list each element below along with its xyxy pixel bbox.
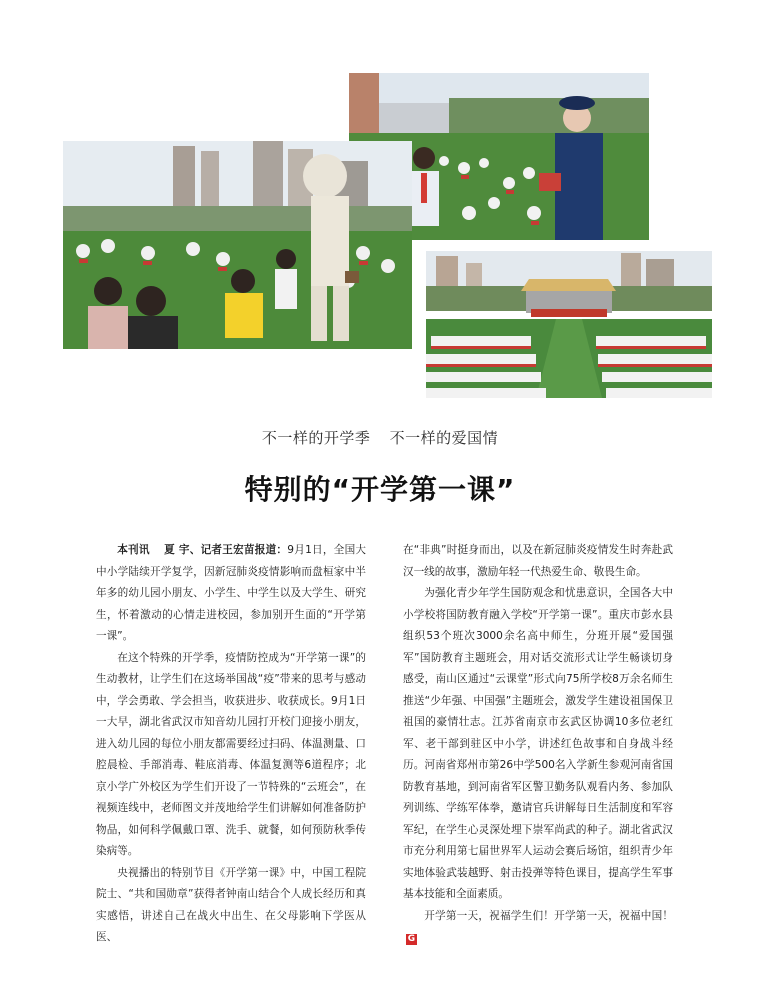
end-mark-icon: G	[407, 934, 416, 944]
byline-source: 本刊讯	[117, 544, 150, 556]
article-subtitle: 不一样的开学季 不一样的爱国情	[261, 429, 499, 447]
paragraph-5	[403, 906, 673, 949]
photo-beekeeper-with-children	[63, 141, 412, 349]
paragraph-2: 在这个特殊的开学季，疫情防控成为“开学第一课”的生动教材，让学生们在这场举国战“疫”带来的思考与感动中，学会勇敢、学会担当，收获进步、收获成长。9月1日一大早，湖北省武汉市知音幼儿园打开校门迎接小朋友，进入幼儿园的每位小朋友都需要经过扫码、体温测量、口腔晨检、手部消毒、鞋底消毒、体温复测等6道程序；北京小学广外校区为学生们开设了一节特殊的“云班会”，在视频连线中，老师图文并茂地给学生们讲解如何准备防护物品，如何科学佩戴口罩、洗手、就餐，如何预防秋季传染病等。	[96, 651, 366, 857]
article-title: 特别的“开学第一课”	[244, 473, 516, 506]
paragraph-1: 9月1日，全国大中小学陆续开学复学，因新冠肺炎疫情影响而盘桓家中半年多的幼儿园小朋友、小学生、中学生以及大学生、研究生，怀着激动的心情走进校园，参加别开生面的“开学第一课”。	[96, 544, 366, 642]
article-column-right	[403, 540, 673, 949]
article-column-left	[96, 540, 366, 949]
paragraph-4: 为强化青少年学生国防观念和忧患意识，全国各大中小学校将国防教育融入学校“开学第一课”。重庆市彭水县组织53个班次3000余名高中师生，分班开展“爱国强军”国防教育主题班会，用对话交流形式让学生畅谈切身感受，南山区通过“云课堂”形式向75所学校8万余名师生推送“少年强、中国强”主题班会，激发学生建设祖国保卫祖国的豪情壮志。江苏省南京市玄武区协调10多位老红军、老干部到驻区中小学，讲述红色故事和自身战斗经历。河南省郑州市第26中学500名入学新生参观河南省国防教育基地，到河南省军区警卫勤务队观看内务、参加队列训练、学练军体拳，邀请官兵讲解每日生活制度和军容军纪，在学生心灵深处埋下崇军尚武的种子。湖北省武汉市充分利用第七届世界军人运动会赛后场馆，组织青少年实地体验武装越野、射击投弹等特色课目，提高学生军事基本技能和全面素质。	[403, 587, 673, 900]
byline-reporter: 、记者王宏苗报道：	[189, 544, 288, 556]
paragraph-lead	[96, 540, 366, 648]
paragraph-3-start: 央视播出的特别节目《开学第一课》中，中国工程院院士、“共和国勋章”获得者钟南山结合个人成长经历和真实感悟，讲述自己在战火中出生、在父母影响下学医从医、	[96, 866, 366, 943]
photo-school-assembly	[426, 251, 712, 398]
byline-author: 夏 宇	[164, 544, 190, 556]
closing-line: 开学第一天，祝福学生们！开学第一天，祝福中国！	[424, 909, 673, 922]
paragraph-3-end: 在“非典”时挺身而出，以及在新冠肺炎疫情发生时奔赴武汉一线的故事，激励年轻一代热爱生命、敬畏生命。	[403, 544, 673, 578]
